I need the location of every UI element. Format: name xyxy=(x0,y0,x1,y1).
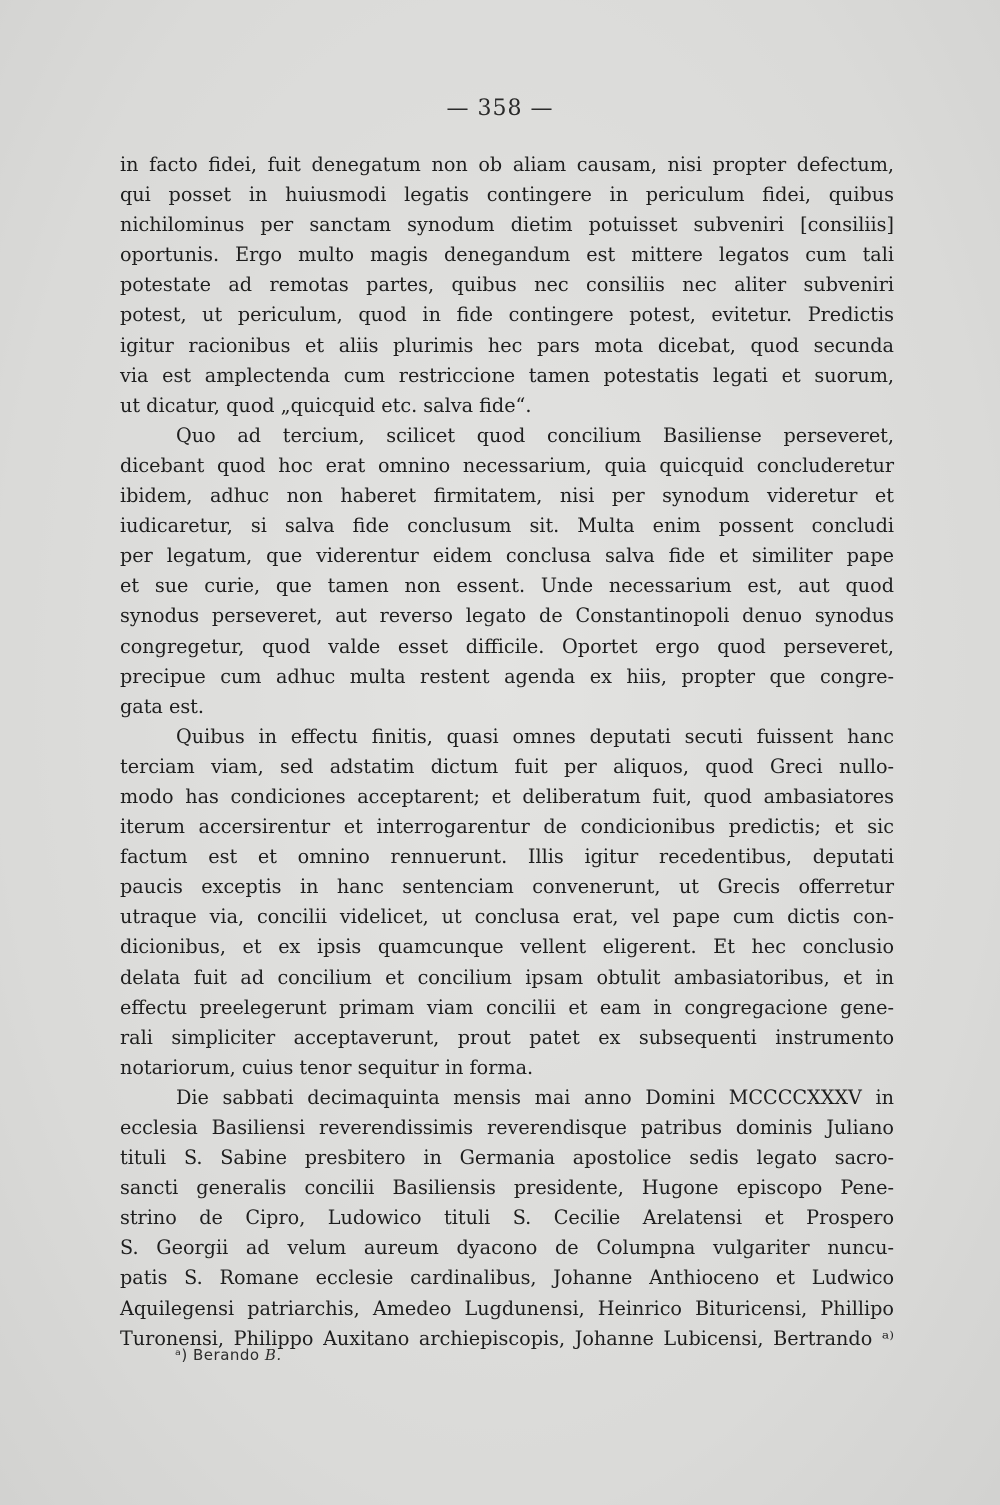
text-line: S. Georgii ad velum aureum dyacono de Columpna vulgariter nuncu- xyxy=(120,1236,894,1260)
text-line: nichilominus per sanctam synodum dietim potuisset subveniri [consiliis] xyxy=(120,213,894,237)
text-line: gata est. xyxy=(120,694,204,718)
text-line: dicionibus, et ex ipsis quamcunque vellent eligerent. Et hec conclusio xyxy=(120,935,894,959)
text-line: precipue cum adhuc multa restent agenda ex hiis, propter que congre- xyxy=(120,664,894,688)
text-line: notariorum, cuius tenor sequitur in forma. xyxy=(120,1055,534,1079)
text-line: et sue curie, que tamen non essent. Unde necessarium est, aut quod xyxy=(120,574,894,598)
text-line: ibidem, adhuc non haberet firmitatem, nisi per synodum videretur et xyxy=(120,484,894,508)
text-line: iudicaretur, si salva fide conclusum sit. Multa enim possent concludi xyxy=(120,514,894,538)
text-line: dicebant quod hoc erat omnino necessarium, quia quicquid concluderetur xyxy=(120,453,894,477)
text-line: strino de Cipro, Ludowico tituli S. Cecilie Arelatensi et Prospero xyxy=(120,1206,894,1230)
text-line: synodus perseveret, aut reverso legato de Constantinopoli denuo synodus xyxy=(120,604,894,628)
page-number: — 358 — xyxy=(446,96,554,121)
text-line: Aquilegensi patriarchis, Amedeo Lugdunensi, Heinrico Bituricensi, Phillipo xyxy=(120,1296,894,1320)
text-line: potestate ad remotas partes, quibus nec consiliis nec aliter subveniri xyxy=(120,273,894,297)
text-line: ecclesia Basiliensi reverendissimis reverendisque patribus dominis Juliano xyxy=(120,1116,894,1139)
text-line: effectu preelegerunt primam viam concilii et eam in congregacione gene- xyxy=(120,995,894,1019)
text-line: Quibus in effectu finitis, quasi omnes deputati secuti fuissent hanc xyxy=(176,724,894,748)
text-line: in facto fidei, fuit denegatum non ob aliam causam, nisi propter defectum, xyxy=(120,153,894,176)
text-line: via est amplectenda cum restriccione tamen potestatis legati et suorum, xyxy=(120,363,894,387)
text-line: utraque via, concilii videlicet, ut conclusa erat, vel pape cum dictis con- xyxy=(120,905,894,929)
text-line: sancti generalis concilii Basiliensis presidente, Hugone episcopo Pene- xyxy=(120,1176,894,1200)
text-line: Turonensi, Philippo Auxitano archiepiscopis, Johanne Lubicensi, Bertrando ᵃ⁾ xyxy=(120,1326,894,1350)
footnote-siglum: B. xyxy=(264,1346,282,1364)
footnote-text: Berando xyxy=(193,1346,260,1364)
text-line: igitur racionibus et aliis plurimis hec pars mota dicebat, quod secunda xyxy=(120,333,894,357)
body-text xyxy=(120,150,894,1354)
text-line: tituli S. Sabine presbitero in Germania apostolice sedis legato sacro- xyxy=(120,1146,894,1170)
text-line: iterum accersirentur et interrogarentur de condicionibus predictis; et sic xyxy=(120,815,894,839)
text-line: oportunis. Ergo multo magis denegandum est mittere legatos cum tali xyxy=(120,243,894,267)
text-line: per legatum, que viderentur eidem conclusa salva fide et similiter pape xyxy=(120,544,894,568)
text-line: terciam viam, sed adstatim dictum fuit per aliquos, quod Greci nullo- xyxy=(120,754,894,778)
text-line: delata fuit ad concilium et concilium ipsam obtulit ambasiatoribus, et in xyxy=(120,965,894,989)
text-line: paucis exceptis in hanc sentenciam convenerunt, ut Grecis offerretur xyxy=(120,875,894,899)
footnote-marker: ᵃ) xyxy=(175,1346,188,1364)
text-line: ut dicatur, quod „quicquid etc. salva fide“. xyxy=(120,393,532,417)
text-line: Quo ad tercium, scilicet quod concilium Basiliense perseveret, xyxy=(176,423,894,447)
text-line: congregetur, quod valde esset difficile. Oportet ergo quod perseveret, xyxy=(120,634,894,658)
footnote xyxy=(175,1346,282,1364)
text-line: qui posset in huiusmodi legatis contingere in periculum fidei, quibus xyxy=(120,183,894,207)
text-line: factum est et omnino rennuerunt. Illis igitur recedentibus, deputati xyxy=(120,845,894,869)
text-line: rali simpliciter acceptaverunt, prout patet ex subsequenti instrumento xyxy=(120,1025,894,1049)
text-line: Die sabbati decimaquinta mensis mai anno Domini MCCCCXXXV in xyxy=(176,1085,894,1109)
text-line: potest, ut periculum, quod in fide contingere potest, evitetur. Predictis xyxy=(120,303,894,327)
text-line: patis S. Romane ecclesie cardinalibus, Johanne Anthioceno et Ludwico xyxy=(120,1266,894,1290)
text-line: modo has condiciones acceptarent; et deliberatum fuit, quod ambasiatores xyxy=(120,784,894,808)
